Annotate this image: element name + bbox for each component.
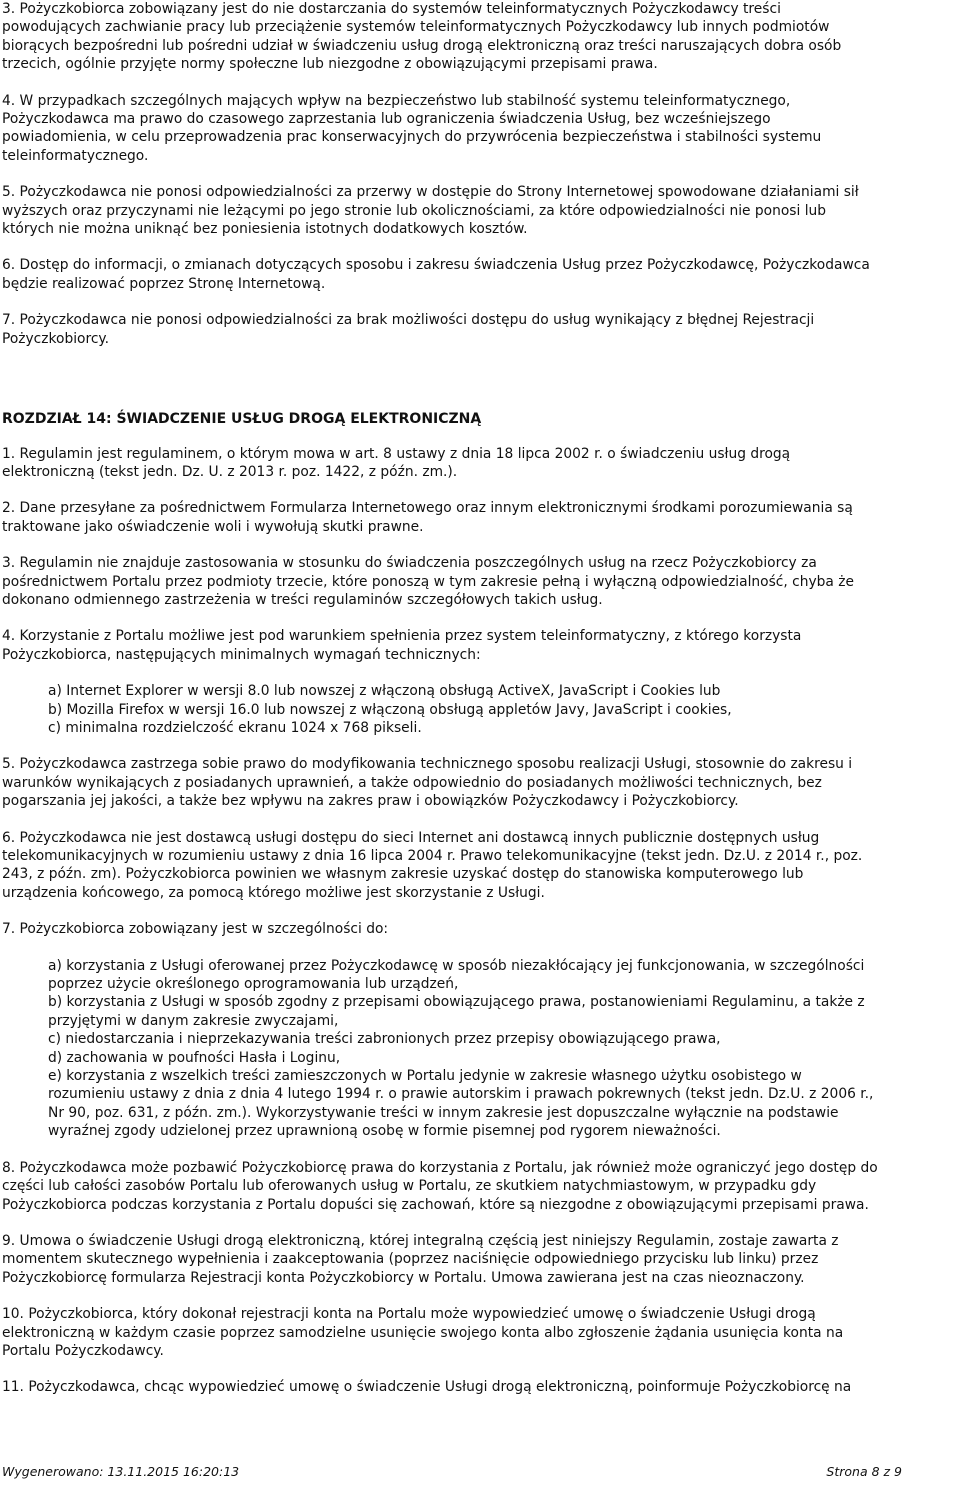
section-paragraph-6: 6. Pożyczkodawca nie jest dostawcą usługi dostępu do sieci Internet ani dostawcą innych publicznie dostępnych usług telekomunikacyjnych w rozumieniu ustawy z dnia 16 lipca 2004 r. Prawo telekomunikacyjne (tekst jedn. Dz.U. z 2014 r., poz. 243, z późn. zm). Pożyczkobiorca powinien we własnym zakresie uzyskać dostęp do stanowiska komputerowego lub urządzenia końcowego, za pomocą którego możliwe jest skorzystanie z Usługi. xyxy=(2,829,863,901)
page-footer xyxy=(2,1464,902,1482)
paragraph-3: 3. Pożyczkobiorca zobowiązany jest do nie dostarczania do systemów teleinformatycznych Pożyczkodawcy treści powodujących zachwianie pracy lub przeciążenie systemów teleinformatycznych Pożyczkodawcy lub innych podmiotów biorących bezpośredni lub pośredni udział w świadczeniu usług drogą elektroniczną oraz treści naruszających dobra osób trzecich, ogólnie przyjęte normy społeczne lub niezgodne z obowiązującymi przepisami prawa. xyxy=(2,1,842,73)
page-number: Strona 8 z 9 xyxy=(826,1464,902,1479)
paragraph-4: 4. W przypadkach szczególnych mających wpływ na bezpieczeństwo lub stabilność systemu teleinformatycznego, Pożyczkodawca ma prawo do czasowego zaprzestania lub ograniczenia świadczenia Usług, bez wcześniejszego powiadomienia, w celu przeprowadzenia prac konserwacyjnych do przywrócenia bezpieczeństwa i stabilności systemu teleinformatycznego. xyxy=(2,92,822,164)
obligations-list: a) korzystania z Usługi oferowanej przez Pożyczkodawcę w sposób niezakłócający jej funkcjonowania, w szczególności poprzez użycie określonego oprogramowania lub urządzeń, b) korzystania z Usługi w sposób zgodny z przepisami obowiązującego prawa, postanowieniami Regulaminu, a także z przyjętymi w danym zakresie zwyczajami, c) niedostarczania i nieprzekazywania treści zabronionych przez przepisy obowiązującego prawa, d) zachowania w poufności Hasła i Loginu, e) korzystania z wszelkich treści zamieszczonych w Portalu jedynie w zakresie własnego użytku osobistego w rozumieniu ustawy z dnia z dnia 4 lutego 1994 r. o prawie autorskim i prawach pokrewnych (tekst jedn. Dz.U. z 2006 r., Nr 90, poz. 631, z późn. zm.). Wykorzystywanie treści w innym zakresie jest dopuszczalne wyłącznie na podstawie wyraźnej zgody udzielonej przez uprawnioną osobę w formie pisemnej pod rygorem nieważności. xyxy=(48,957,874,1140)
paragraph-6: 6. Dostęp do informacji, o zmianach dotyczących sposobu i zakresu świadczenia Usług przez Pożyczkodawcę, Pożyczkodawca będzie realizować poprzez Stronę Internetową. xyxy=(2,257,870,292)
section-paragraph-9: 9. Umowa o świadczenie Usługi drogą elektroniczną, której integralną częścią jest niniejszy Regulamin, zostaje zawarta z momentem skutecznego wypełnienia i zaakceptowania (poprzez naciśnięcie odpowiedniego przycisku lub linku) przez Pożyczkobiorcę formularza Rejestracji konta Pożyczkobiorcy w Portalu. Umowa zawierana jest na czas nieoznaczony. xyxy=(2,1232,839,1286)
section-paragraph-8: 8. Pożyczkodawca może pozbawić Pożyczkobiorcę prawa do korzystania z Portalu, jak również może ograniczyć jego dostęp do części lub całości zasobów Portalu lub oferowanych usług w Portalu, ze skutkiem natychmiastowym, w przypadku gdy Pożyczkobiorca podczas korzystania z Portalu dopuści się zachowań, które są niezgodne z obowiązującymi przepisami prawa. xyxy=(2,1159,878,1213)
section-paragraph-4: 4. Korzystanie z Portalu możliwe jest pod warunkiem spełnienia przez system teleinformatyczny, z którego korzysta Pożyczkobiorca, następujących minimalnych wymagań technicznych: xyxy=(2,628,802,663)
paragraph-7: 7. Pożyczkodawca nie ponosi odpowiedzialności za brak możliwości dostępu do usług wynikający z błędnej Rejestracji Pożyczkobiorcy. xyxy=(2,312,815,347)
section-paragraph-2: 2. Dane przesyłane za pośrednictwem Formularza Internetowego oraz innym elektronicznymi środkami porozumiewania są traktowane jako oświadczenie woli i wywołują skutki prawne. xyxy=(2,500,853,535)
generated-timestamp: Wygenerowano: 13.11.2015 16:20:13 xyxy=(2,1464,240,1479)
section-paragraph-10: 10. Pożyczkobiorca, który dokonał rejestracji konta na Portalu może wypowiedzieć umowę o świadczenie Usługi drogą elektroniczną w każdym czasie poprzez samodzielne usunięcie swojego konta albo zgłoszenie żądania usunięcia konta na Portalu Pożyczkodawcy. xyxy=(2,1306,844,1359)
section-paragraph-5: 5. Pożyczkodawca zastrzega sobie prawo do modyfikowania technicznego sposobu realizacji Usługi, stosownie do zakresu i warunków wynikających z posiadanych uprawnień, a także odpowiednio do posiadanych możliwości technicznych, bez pogarszania jej jakości, a także bez wpływu na zakres praw i obowiązków Pożyczkodawcy i Pożyczkobiorcy. xyxy=(2,756,853,810)
section-heading: ROZDZIAŁ 14: ŚWIADCZENIE USŁUG DROGĄ ELEKTRONICZNĄ xyxy=(2,411,482,428)
section-paragraph-1: 1. Regulamin jest regulaminem, o którym mowa w art. 8 ustawy z dnia 18 lipca 2002 r. o świadczeniu usług drogą elektroniczną (tekst jedn. Dz. U. z 2013 r. poz. 1422, z późn. zm.). xyxy=(2,445,791,480)
paragraph-5: 5. Pożyczkodawca nie ponosi odpowiedzialności za przerwy w dostępie do Strony Internetowej spowodowane działaniami sił wyższych oraz przyczynami nie leżącymi po jego stronie lub okolicznościami, za które odpowiedzialności nie ponosi lub których nie można uniknąć bez poniesienia istotnych dodatkowych kosztów. xyxy=(2,184,859,238)
requirements-list: a) Internet Explorer w wersji 8.0 lub nowszej z włączoną obsługą ActiveX, JavaScript i Cookies lub b) Mozilla Firefox w wersji 16.0 lub nowszej z włączoną obsługą appletów Javy, JavaScript i cookies, c) minimalna rozdzielczość ekranu 1024 x 768 pikseli. xyxy=(48,683,732,736)
section-paragraph-7: 7. Pożyczkobiorca zobowiązany jest w szczególności do: xyxy=(2,921,389,938)
section-paragraph-11: 11. Pożyczkodawca, chcąc wypowiedzieć umowę o świadczenie Usługi drogą elektroniczną, poinformuje Pożyczkobiorcę na xyxy=(2,1379,852,1396)
section-paragraph-3: 3. Regulamin nie znajduje zastosowania w stosunku do świadczenia poszczególnych usług na rzecz Pożyczkobiorcy za pośrednictwem Portalu przez podmioty trzecie, które ponoszą w tym zakresie pełną i wyłączną odpowiedzialność, chyba że dokonano odmiennego zastrzeżenia w treści regulaminów szczegółowych takich usług. xyxy=(2,555,854,608)
